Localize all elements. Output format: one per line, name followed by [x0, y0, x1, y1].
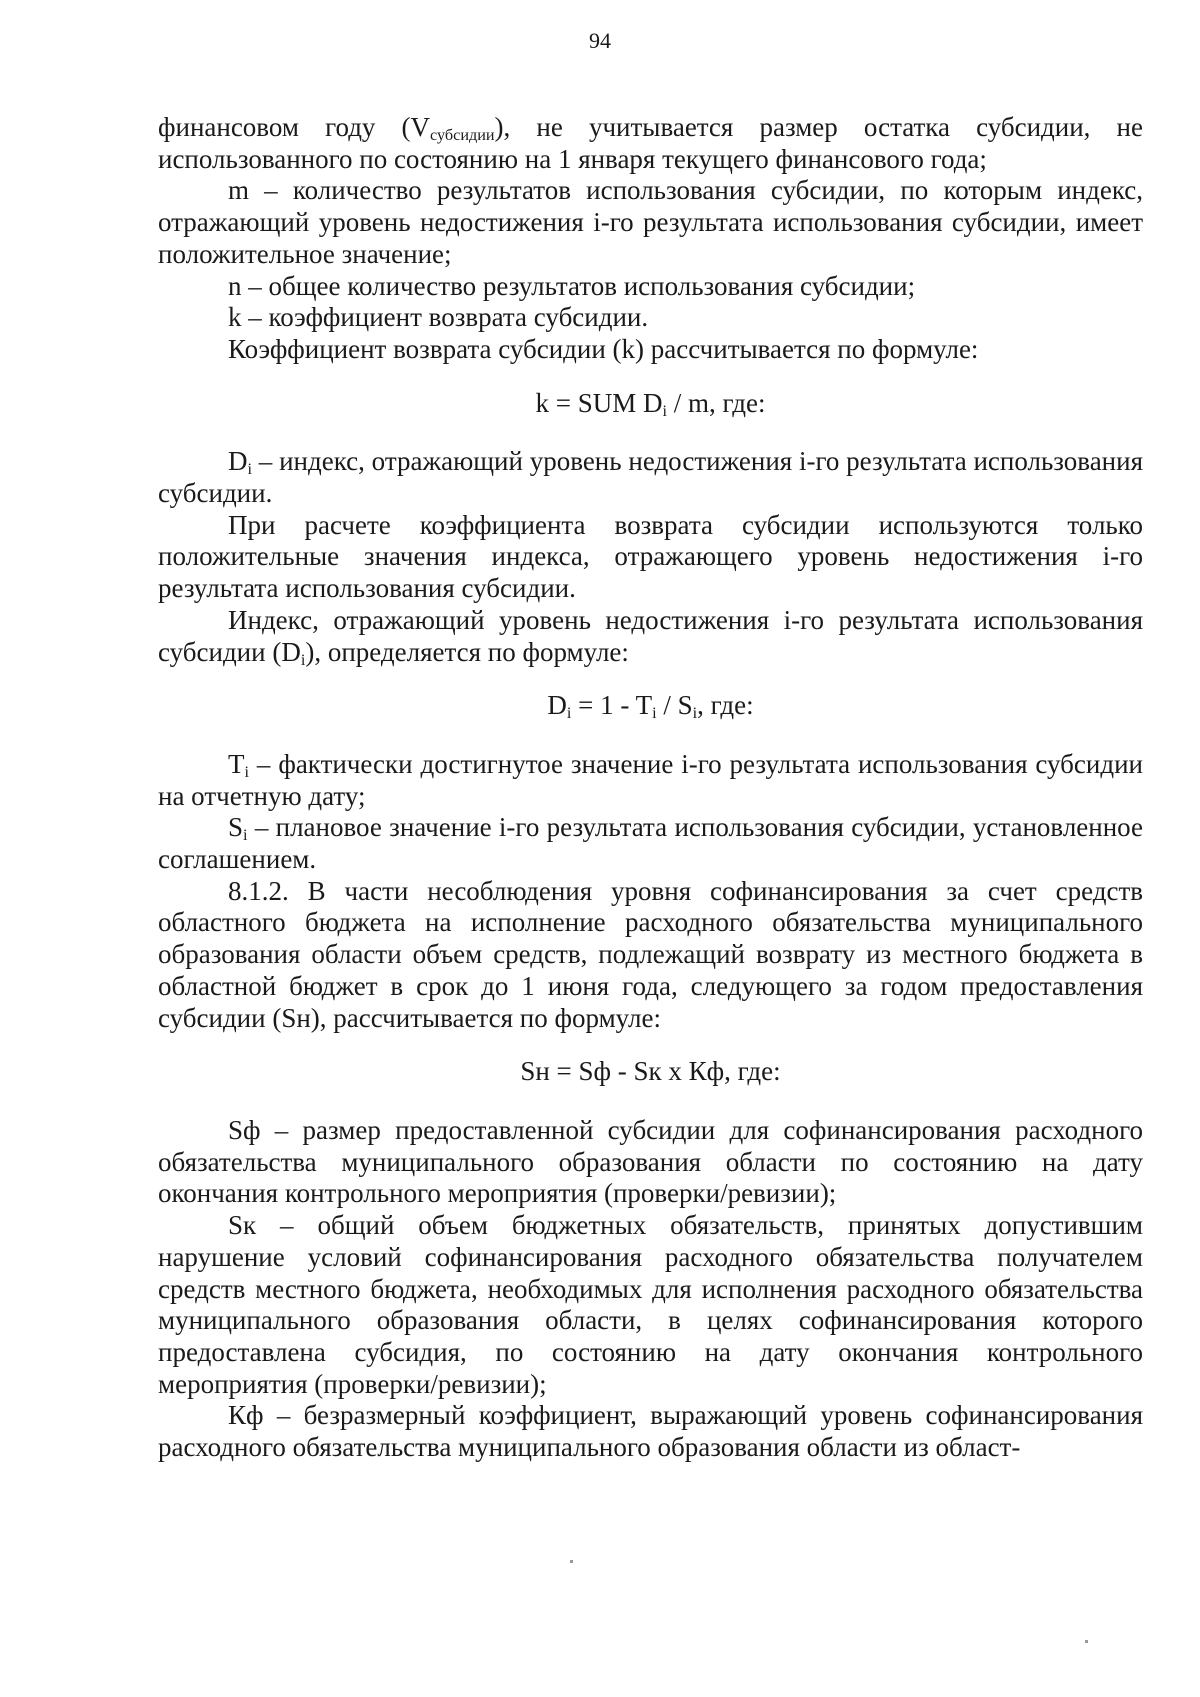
subscript: i [243, 826, 248, 845]
formula-part: D [547, 690, 567, 721]
scan-speck [570, 1560, 573, 1563]
paragraph-k-formula-intro: Коэффициент возврата субсидии (k) рассчитывается по формуле: [228, 333, 979, 364]
text-segment: – индекс, отражающий уровень недостижения i-го результата использования субсидии. [158, 446, 1143, 509]
text-segment: – плановое значение i-го результата использования субсидии, установленное соглашением. [158, 812, 1143, 875]
subscript: i [652, 704, 657, 723]
paragraph-positive-values: При расчете коэффициента возврата субсидии используются только положительные значения индекса, отражающего уровень недостижения i-го результата использования субсидии. [158, 509, 1143, 604]
page-number: 94 [589, 28, 611, 53]
paragraph-k-definition: k – коэффициент возврата субсидии. [228, 302, 649, 333]
text-segment: финансовом году (V [158, 112, 431, 142]
formula-k [158, 388, 1143, 420]
subscript: i [662, 401, 668, 420]
subscript: субсидии [430, 126, 495, 145]
paragraph-volume-note [158, 112, 1143, 175]
text-segment: ), не учитывается размер остатка субсидии, не использованного по состоянию на 1 января текущего финансового года; [158, 112, 1143, 174]
paragraph-n-definition: n – общее количество результатов использования субсидии; [228, 270, 916, 301]
text-segment: D [228, 446, 248, 477]
formula-part: / S [656, 690, 693, 721]
formula-part: k = SUM D [535, 387, 663, 418]
paragraph-sk-definition: Sк – общий объем бюджетных обязательств, принятых допустившим нарушение условий софинансирования расходного обязательства получателем средств местного бюджета, необходимых для исполнения расходного обязательства муниципального образования области, в целях софинансирования которого предоставлена субсидия, по состоянию на дату окончания контрольного мероприятия (проверки/ревизии); [158, 1210, 1143, 1399]
text-segment: T [228, 748, 245, 779]
subscript: i [244, 763, 249, 781]
subscript: i [566, 704, 572, 723]
formula-part: / m, где: [667, 387, 766, 418]
paragraph-si-definition [158, 812, 1143, 875]
document-body [158, 112, 1143, 1464]
subscript: i [247, 460, 252, 479]
scan-speck [1085, 1640, 1088, 1643]
paragraph-kf-definition: Кф – безразмерный коэффициент, выражающий уровень софинансирования расходного обязательства муниципального образования области из област- [158, 1400, 1143, 1463]
formula-di [158, 690, 1143, 722]
formula-sn: Sн = Sф - Sк x Кф, где: [520, 1056, 781, 1087]
text-segment: Индекс, отражающий уровень недостижения i-го результата использования субсидии (D [158, 604, 1143, 667]
formula-part: = 1 - T [571, 690, 653, 721]
paragraph-sf-definition: Sф – размер предоставленной субсидии для софинансирования расходного обязательства муниципального образования области по состоянию на дату окончания контрольного мероприятия (проверки/ревизии); [158, 1114, 1143, 1209]
paragraph-8-1-2: 8.1.2. В части несоблюдения уровня софинансирования за счет средств областного бюджета на исполнение расходного обязательства муниципального образования области объем средств, подлежащий возврату из местного бюджета в областной бюджет в срок до 1 июня года, следующего за годом предоставления субсидии (Sн), рассчитывается по формуле: [158, 875, 1143, 1033]
subscript: i [692, 704, 698, 723]
paragraph-di-definition [158, 446, 1143, 509]
formula-part: , где: [697, 690, 754, 721]
subscript: i [300, 650, 306, 669]
text-segment: S [228, 812, 244, 843]
text-segment: – фактически достигнутое значение i-го результата использования субсидии на отчетную дату; [158, 748, 1143, 811]
paragraph-m-definition: m – количество результатов использования субсидии, по которым индекс, отражающий уровень недостижения i-го результата использования субсидии, имеет положительное значение; [158, 175, 1143, 269]
paragraph-di-formula-intro [158, 605, 1143, 668]
paragraph-ti-definition [158, 749, 1143, 812]
text-segment: ), определяется по формуле: [305, 636, 629, 667]
